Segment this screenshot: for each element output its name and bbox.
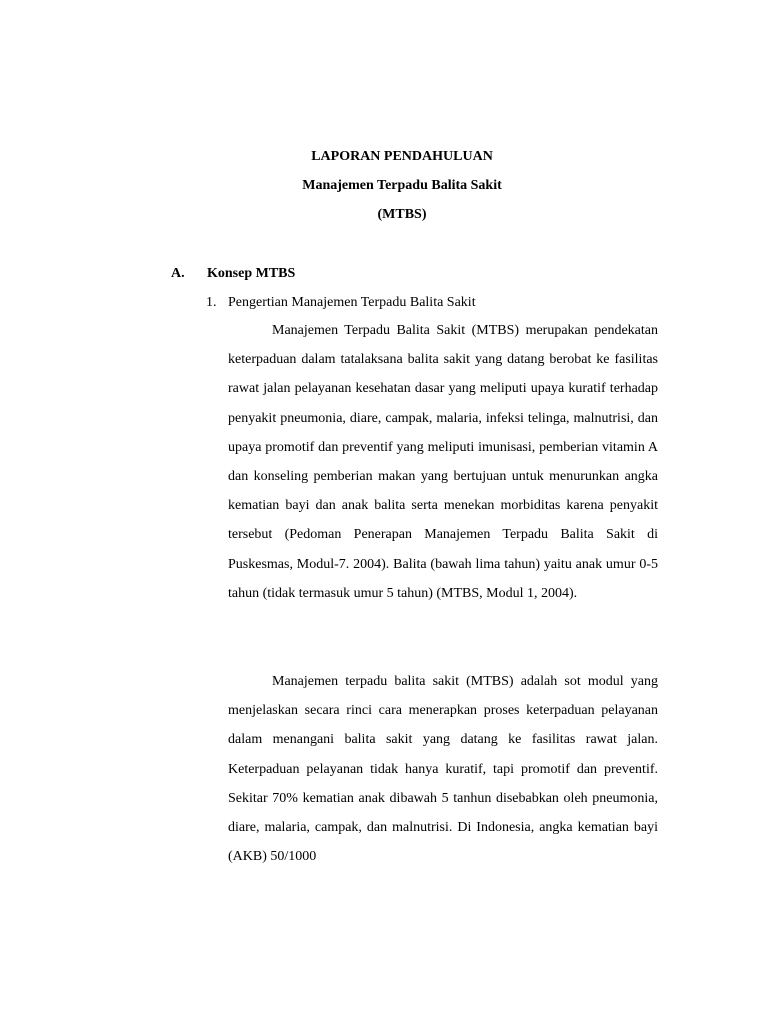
paragraph-2: Manajemen terpadu balita sakit (MTBS) adalah sot modul yang menjelaskan secara rinci cara menerapkan proses keterpaduan pelayanan dalam menangani balita sakit yang datang ke fasilitas rawat jalan. Keterpaduan pelayanan tidak hanya kuratif, tapi promotif dan preventif. Sekitar 70% kematian anak dibawah 5 tanhun disebabkan oleh pneumonia, diare, malaria, campak, dan malnutrisi. Di Indonesia, angka kematian bayi (AKB) 50/1000 [228,674,658,865]
paragraph-1: Manajemen Terpadu Balita Sakit (MTBS) merupakan pendekatan keterpaduan dalam tatalaksana balita sakit yang datang berobat ke fasilitas rawat jalan pelayanan kesehatan dasar yang meliputi upaya kuratif terhadap penyakit pneumonia, diare, campak, malaria, infeksi telinga, malnutrisi, dan upaya promotif dan preventif yang meliputi imunisasi, pemberian vitamin A dan konseling pemberian makan yang bertujuan untuk menurunkan angka kematian bayi dan anak balita serta menekan morbiditas karena penyakit tersebut (Pedoman Penerapan Manajemen Terpadu Balita Sakit di Puskesmas, Modul-7. 2004). Balita (bawah lima tahun) yaitu anak umur 0-5 tahun (tidak termasuk umur 5 tahun) (MTBS, Modul 1, 2004). [228,323,658,601]
document-subtitle: Manajemen Terpadu Balita Sakit [302,178,502,193]
document-title: LAPORAN PENDAHULUAN [311,149,493,164]
subsection-heading-1 [206,295,476,311]
subsection-number: 1. [206,295,217,310]
section-title: Konsep MTBS [207,266,296,281]
subsection-title: Pengertian Manajemen Terpadu Balita Sakit [228,295,476,310]
document-subtitle-abbreviation: (MTBS) [377,207,427,222]
section-letter: A. [171,266,185,281]
